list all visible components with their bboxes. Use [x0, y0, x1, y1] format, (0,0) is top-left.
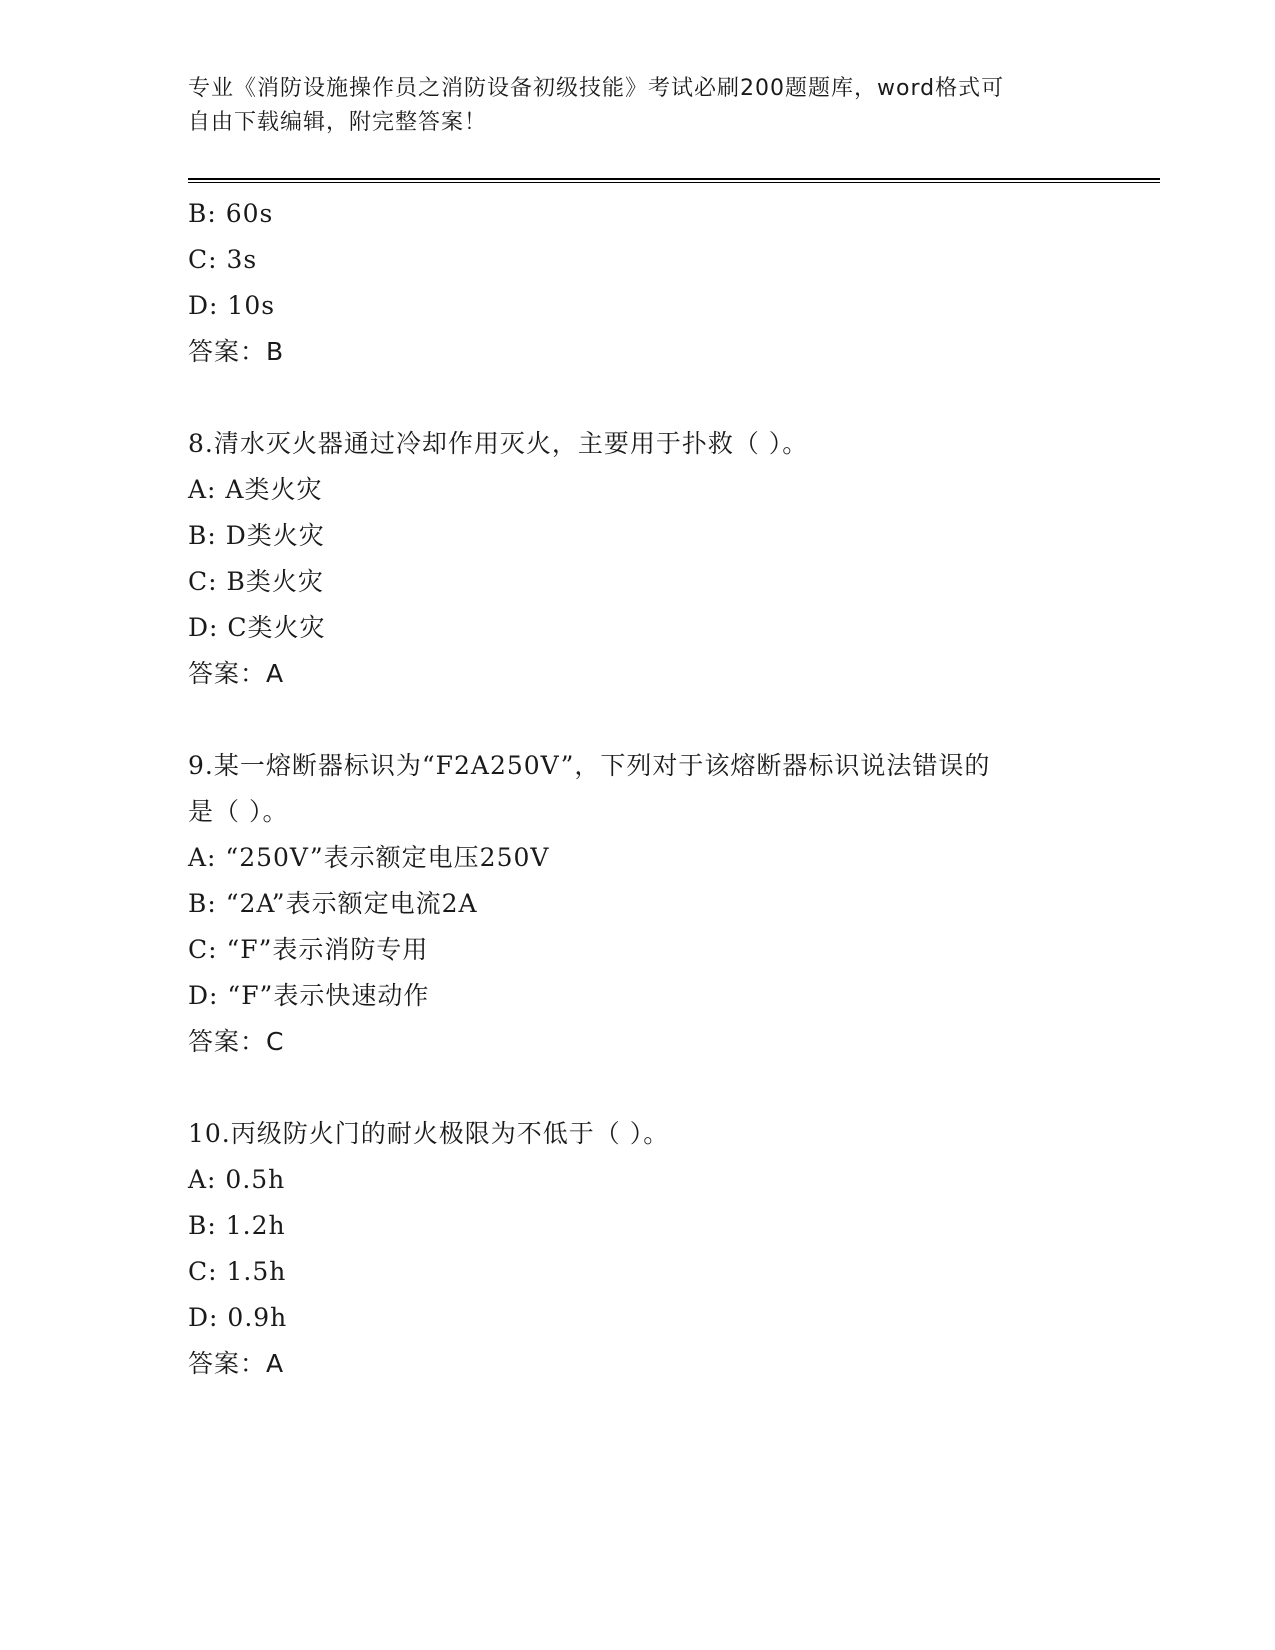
- document-header: [188, 72, 1088, 140]
- option-a: A: A类火灾: [188, 475, 323, 504]
- answer: 答案：A: [188, 1349, 285, 1378]
- question-10: [188, 1111, 1148, 1387]
- option-b: B: 1.2h: [188, 1211, 286, 1240]
- answer: 答案：A: [188, 659, 285, 688]
- answer: 答案：B: [188, 337, 285, 366]
- header-divider: [188, 178, 1160, 183]
- question-stem: 10.丙级防火门的耐火极限为不低于（ ）。: [188, 1119, 670, 1148]
- option-a: A: 0.5h: [188, 1165, 286, 1194]
- option-d: D: 10s: [188, 291, 276, 320]
- option-c: C: “F”表示消防专用: [188, 935, 429, 964]
- option-b: B: D类火灾: [188, 521, 325, 550]
- spacer: [188, 375, 1148, 421]
- question-stem: 9.某一熔断器标识为“F2A250V”，下列对于该熔断器标识说法错误的: [188, 751, 991, 780]
- question-stem-continued: 是（ ）。: [188, 797, 289, 826]
- option-b: B: “2A”表示额定电流2A: [188, 889, 478, 918]
- option-b: B: 60s: [188, 199, 274, 228]
- question-stem: 8.清水灭火器通过冷却作用灭火，主要用于扑救（ ）。: [188, 429, 809, 458]
- spacer: [188, 1065, 1148, 1111]
- option-c: C: 1.5h: [188, 1257, 287, 1286]
- option-c: C: B类火灾: [188, 567, 324, 596]
- question-8: [188, 421, 1148, 697]
- header-line-2: 自由下载编辑，附完整答案！: [188, 110, 488, 135]
- option-d: D: “F”表示快速动作: [188, 981, 430, 1010]
- spacer: [188, 697, 1148, 743]
- option-d: D: 0.9h: [188, 1303, 288, 1332]
- question-list: [188, 191, 1148, 1387]
- question-9: [188, 743, 1148, 1065]
- answer: 答案：C: [188, 1027, 285, 1056]
- option-d: D: C类火灾: [188, 613, 326, 642]
- option-a: A: “250V”表示额定电压250V: [188, 843, 550, 872]
- option-c: C: 3s: [188, 245, 258, 274]
- question-7-tail: [188, 191, 1148, 375]
- header-line-1: 专业《消防设施操作员之消防设备初级技能》考试必刷200题题库，word格式可: [188, 76, 1005, 101]
